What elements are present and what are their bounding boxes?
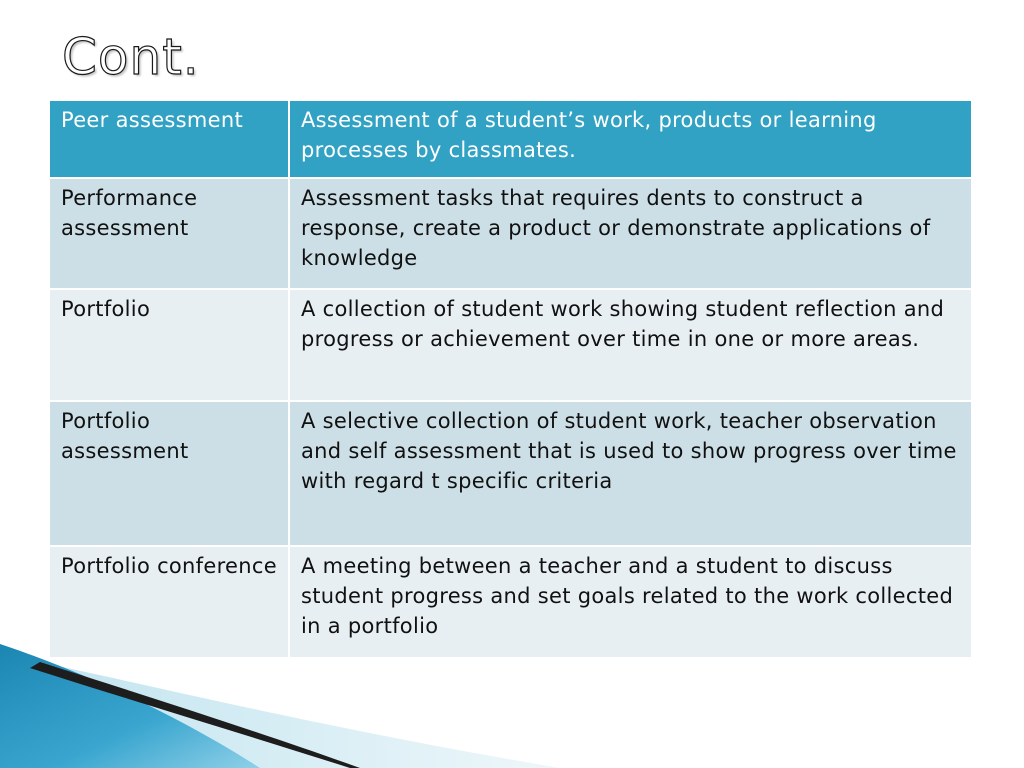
term-cell: Portfolio [50, 289, 289, 401]
definition-cell: Assessment tasks that requires dents to construct a response, create a product or demonstrate applications of knowledge [289, 178, 972, 289]
definition-cell: A selective collection of student work, teacher observation and self assessment that is used to show progress over time with regard t specific criteria [289, 401, 972, 546]
slide-title: Cont. [62, 28, 200, 86]
definition-cell: A collection of student work showing student reflection and progress or achievement over time in one or more areas. [289, 289, 972, 401]
table-row [50, 289, 972, 401]
term-cell: Performance assessment [50, 178, 289, 289]
table-row [50, 401, 972, 546]
table-row [50, 178, 972, 289]
corner-swoosh-decoration [0, 644, 560, 768]
glossary-table [50, 101, 973, 659]
term-cell: Portfolio conference [50, 546, 289, 658]
term-cell: Portfolio assessment [50, 401, 289, 546]
glossary-table-container [50, 101, 972, 659]
table-row [50, 546, 972, 658]
definition-cell: Assessment of a student’s work, products or learning processes by classmates. [289, 101, 972, 178]
table-header-row [50, 101, 972, 178]
term-cell: Peer assessment [50, 101, 289, 178]
definition-cell: A meeting between a teacher and a student to discuss student progress and set goals related to the work collected in a portfolio [289, 546, 972, 658]
